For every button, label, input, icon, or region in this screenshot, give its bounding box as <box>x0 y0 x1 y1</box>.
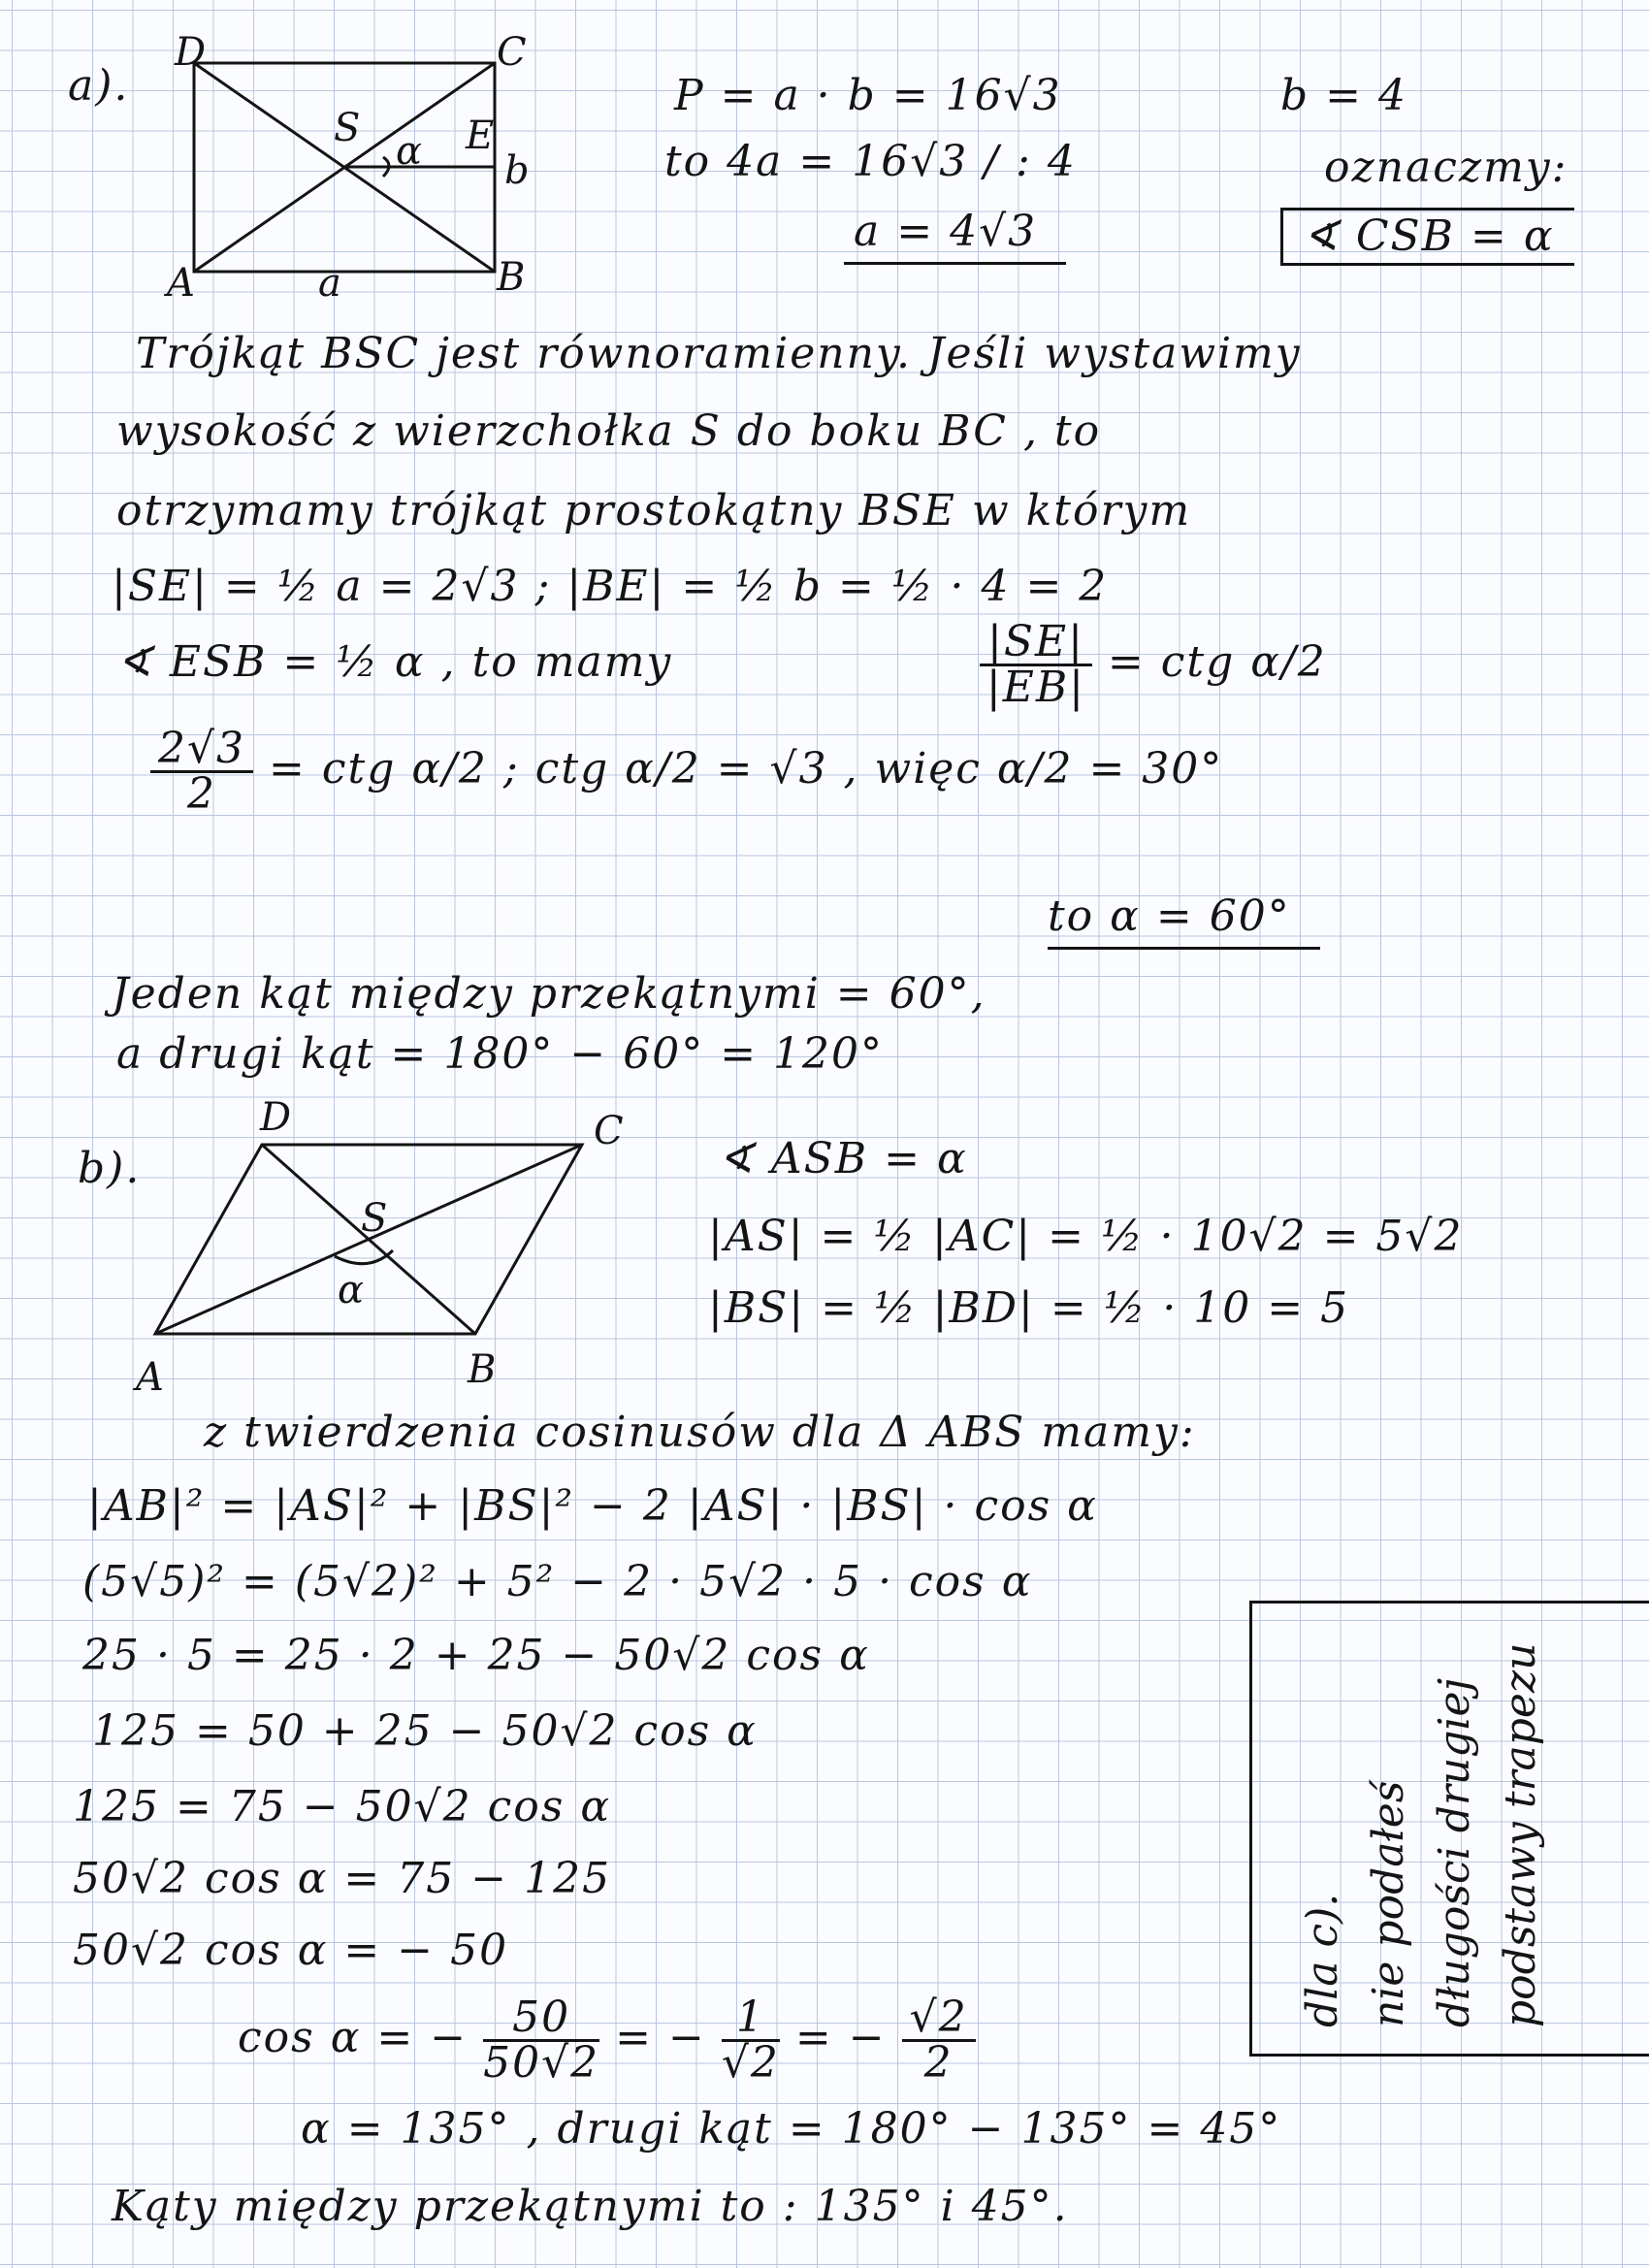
alpha-result: to α = 60° <box>1048 891 1320 950</box>
cos-eq: = − <box>615 2013 706 2062</box>
cosine-sub-5: 50√2 cos α = 75 − 125 <box>73 1854 612 1903</box>
cosine-sub-4: 125 = 75 − 50√2 cos α <box>73 1782 612 1831</box>
part-c-note-text <box>1290 1581 1554 2027</box>
rectangle-figure <box>175 49 524 306</box>
ratio-rhs: = ctg α/2 <box>1107 637 1327 687</box>
cos-eq-2: = − <box>794 2013 887 2062</box>
area-formula: P = a · b = 16√3 <box>674 71 1062 120</box>
point-e-label: E <box>466 113 495 158</box>
ratio-den: |EB| <box>986 663 1086 712</box>
part-a-label: a). <box>68 61 130 111</box>
vertex-b-label: B <box>497 255 526 300</box>
vertex-c-label: C <box>497 30 527 75</box>
part-b-label: b). <box>78 1144 142 1193</box>
note-line-1: dla c). <box>1298 1893 1347 2027</box>
a-result: a = 4√3 <box>844 206 1066 265</box>
note-line-4: podstawy trapezu <box>1496 1642 1545 2027</box>
text-line-1: Trójkąt BSC jest równoramienny. Jeśli wystawimy <box>136 329 1302 378</box>
p-vertex-b-label: B <box>468 1347 497 1392</box>
given-angle: ∢ ASB = α <box>718 1134 968 1183</box>
p-vertex-d-label: D <box>260 1095 292 1140</box>
vertex-a-label: A <box>167 261 195 306</box>
angle-alpha-label: α <box>396 129 423 174</box>
ctg-calculation <box>150 724 1224 819</box>
side-a-label: a <box>318 261 341 306</box>
p-center-s-label: S <box>361 1196 388 1241</box>
cosine-sub-2: 25 · 5 = 25 · 2 + 25 − 50√2 cos α <box>82 1631 870 1680</box>
note-line-3: długości drugiej <box>1430 1677 1479 2027</box>
final-answer: Kąty między przekątnymi to : 135° i 45°. <box>112 2182 1069 2231</box>
calc-rhs: = ctg α/2 ; ctg α/2 = √3 , więc α/2 = 30° <box>269 744 1224 794</box>
cosine-sub-6: 50√2 cos α = − 50 <box>73 1926 509 1975</box>
p-angle-alpha-label: α <box>338 1268 365 1312</box>
cos-num-1: 50 <box>483 1996 599 2042</box>
cosine-law-intro: z twierdzenia cosinusów dla Δ ABS mamy: <box>204 1408 1196 1457</box>
conclusion-1: Jeden kąt między przekątnymi = 60°, <box>112 969 986 1019</box>
ratio-fraction <box>980 617 1327 712</box>
conclusion-2: a drugi kąt = 180° − 60° = 120° <box>116 1029 885 1079</box>
center-s-label: S <box>334 106 361 150</box>
given-as: |AS| = ½ |AC| = ½ · 10√2 = 5√2 <box>708 1212 1464 1261</box>
step-divide: to 4a = 16√3 / : 4 <box>664 137 1077 186</box>
vertex-d-label: D <box>175 30 207 75</box>
side-b-label: b <box>504 148 530 193</box>
notation-box: ∢ CSB = α <box>1280 208 1574 266</box>
cos-den-2: √2 <box>721 2038 780 2088</box>
cos-alpha-value <box>238 1993 976 2088</box>
p-vertex-c-label: C <box>594 1109 624 1153</box>
calc-num: 2√3 <box>150 728 253 773</box>
cos-den-3: 2 <box>923 2038 954 2088</box>
cos-num-2: 1 <box>722 1996 780 2042</box>
cosine-sub-3: 125 = 50 + 25 − 50√2 cos α <box>92 1706 758 1756</box>
cosine-sub-1: (5√5)² = (5√2)² + 5² − 2 · 5√2 · 5 · cos α <box>82 1557 1033 1606</box>
p-vertex-a-label: A <box>136 1355 164 1400</box>
parallelogram-figure <box>136 1125 640 1358</box>
cosine-law-formula: |AB|² = |AS|² + |BS|² − 2 |AS| · |BS| · cos α <box>87 1481 1098 1531</box>
note-line-2: nie podałeś <box>1364 1780 1413 2027</box>
text-line-4: |SE| = ½ a = 2√3 ; |BE| = ½ b = ½ · 4 = 2 <box>112 562 1109 611</box>
notation-title: oznaczmy: <box>1324 143 1568 192</box>
b-value: b = 4 <box>1280 71 1407 120</box>
cos-lhs: cos α = − <box>238 2013 469 2062</box>
alpha-135: α = 135° , drugi kąt = 180° − 135° = 45° <box>301 2104 1282 2154</box>
cos-den-1: 50√2 <box>483 2038 600 2088</box>
text-line-2: wysokość z wierzchołka S do boku BC , to <box>116 406 1102 456</box>
given-bs: |BS| = ½ |BD| = ½ · 10 = 5 <box>708 1283 1350 1333</box>
text-line-5: ∢ ESB = ½ α , to mamy <box>116 637 673 687</box>
text-line-3: otrzymamy trójkąt prostokątny BSE w którym <box>116 486 1192 535</box>
calc-den: 2 <box>187 769 217 819</box>
ratio-num: |SE| <box>980 621 1092 666</box>
cos-num-3: √2 <box>902 1996 976 2042</box>
